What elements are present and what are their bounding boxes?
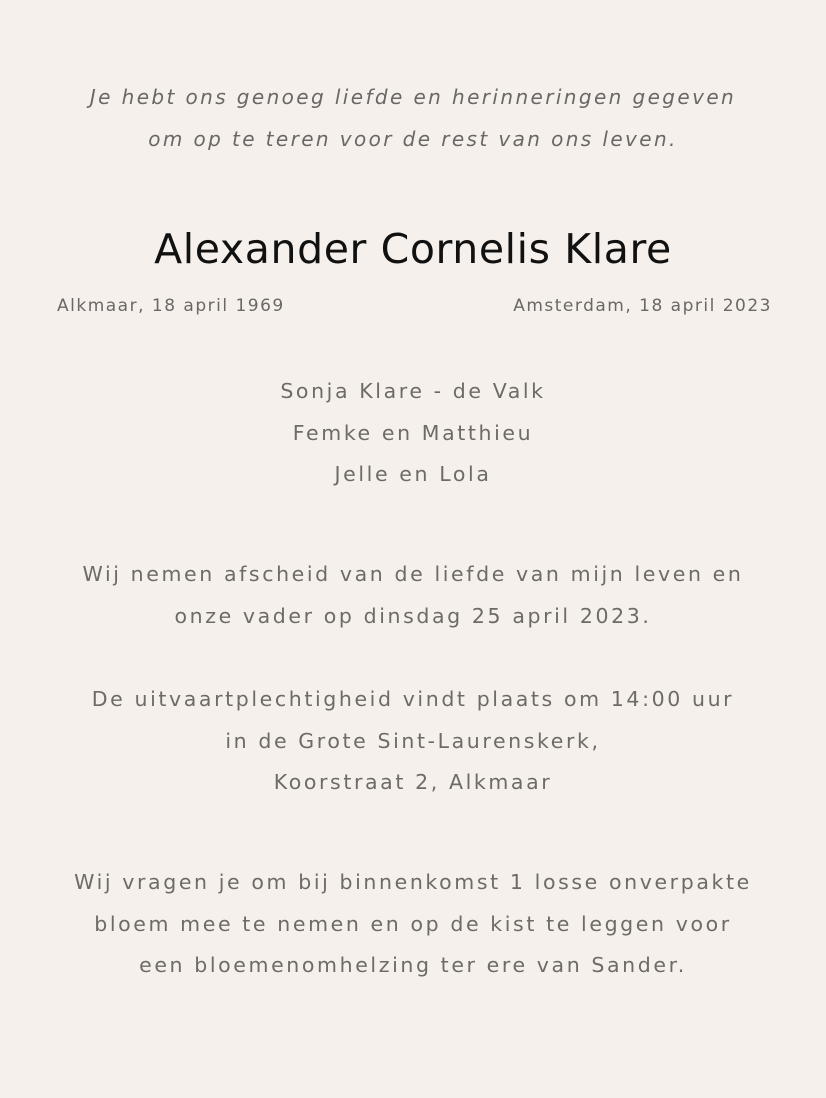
birth-place-date: Alkmaar, 18 april 1969 <box>57 296 285 316</box>
farewell-line: onze vader op dinsdag 25 april 2023. <box>174 603 652 628</box>
flowers-line: Wij vragen je om bij binnenkomst 1 losse onverpakte <box>74 870 752 894</box>
ceremony-line: Koorstraat 2, Alkmaar <box>273 770 553 794</box>
ceremony-line: in de Grote Sint-Laurenskerk, <box>225 728 601 753</box>
deceased-name: Alexander Cornelis Klare <box>154 225 672 273</box>
ceremony-text <box>0 679 826 804</box>
flowers-line: bloem mee te nemen en op de kist te leggen voor <box>94 911 732 936</box>
flowers-line: een bloemenomhelzing ter ere van Sander. <box>139 953 687 977</box>
death-place-date: Amsterdam, 18 april 2023 <box>513 296 772 316</box>
family-member: Sonja Klare - de Valk <box>280 379 546 403</box>
family-member: Femke en Matthieu <box>292 420 534 445</box>
family-list <box>0 371 826 496</box>
family-member: Jelle en Lola <box>334 462 492 486</box>
farewell-line: Wij nemen afscheid van de liefde van mijn leven en <box>82 562 744 586</box>
farewell-text <box>0 554 826 637</box>
ceremony-line: De uitvaartplechtigheid vindt plaats om 14:00 uur <box>91 687 735 711</box>
quote-line-2: om op te teren voor de rest van ons leven. <box>148 127 678 151</box>
quote <box>0 76 826 160</box>
flowers-request <box>0 862 826 987</box>
quote-line-1: Je hebt ons genoeg liefde en herinneringen gegeven <box>89 85 737 109</box>
